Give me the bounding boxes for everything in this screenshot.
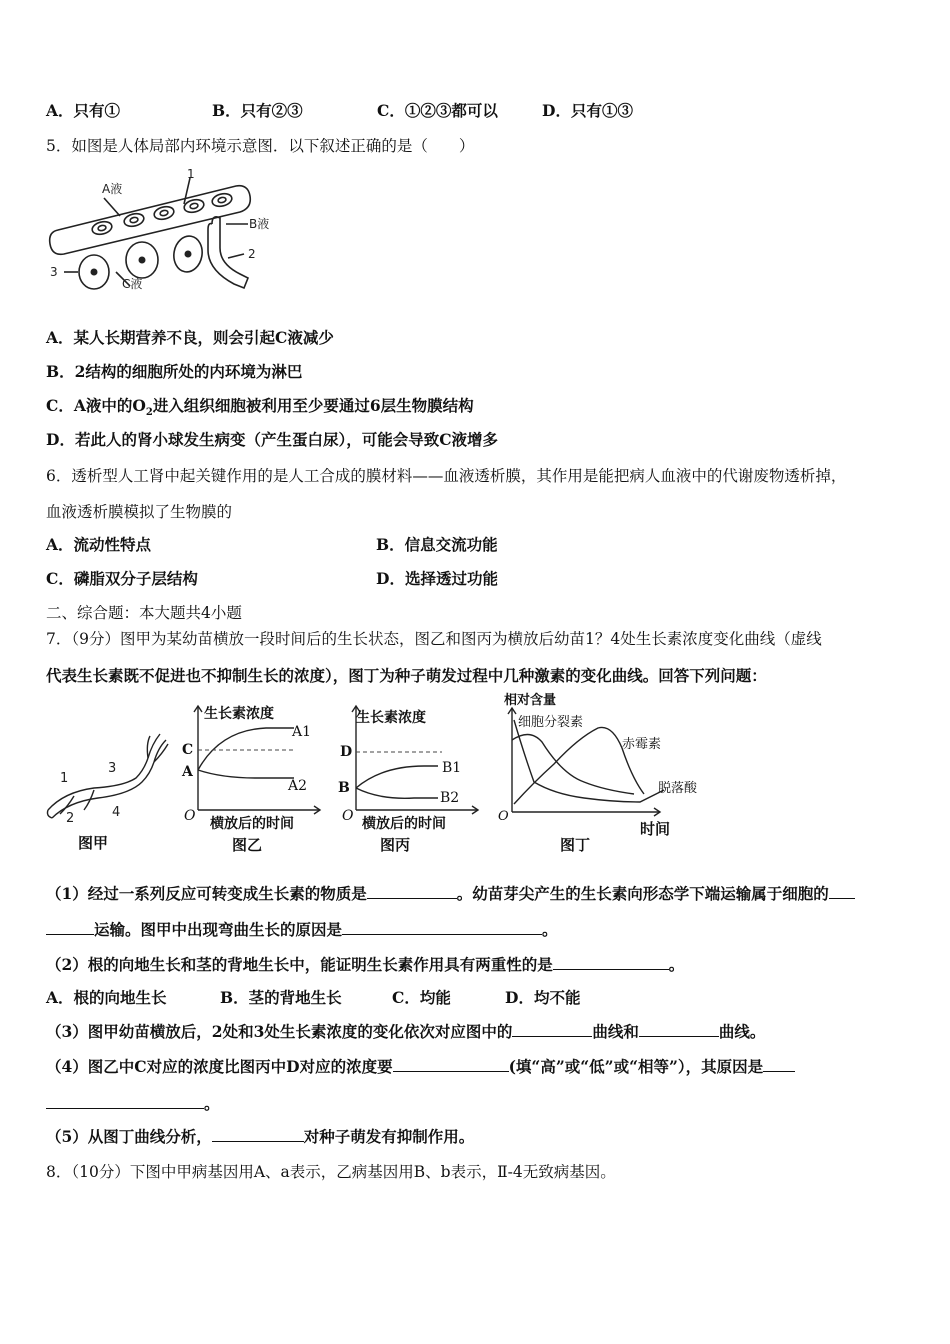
q6-stem-line2: 血液透析膜模拟了生物膜的 — [46, 503, 233, 521]
q7-p2-b: 。 — [668, 955, 685, 974]
section2-title: 二、综合题：本大题共4小题 — [46, 604, 242, 622]
fig-jia-n1: 1 — [60, 771, 69, 786]
answer-blank-6[interactable] — [639, 1022, 719, 1037]
label-b-fluid: B液 — [249, 217, 270, 231]
q7-p2-option-c: C．均能 — [392, 988, 451, 1007]
answer-blank-3[interactable] — [342, 920, 542, 935]
fig-bing-chart — [334, 700, 484, 860]
answer-blank-5[interactable] — [512, 1022, 592, 1037]
q4-option-a: A．只有① — [46, 101, 121, 120]
q5-option-d: D．若此人的肾小球发生病变（产生蛋白尿），可能会导致C液增多 — [46, 430, 499, 449]
q7-p3-b: 曲线和 — [592, 1022, 639, 1041]
q7-p1-line2 — [46, 920, 558, 940]
q4-option-d: D．只有①③ — [542, 101, 633, 120]
q7-p4-line1 — [46, 1057, 795, 1077]
fig-yi-c: C — [182, 742, 194, 758]
q6-option-c: C．磷脂双分子层结构 — [46, 569, 198, 588]
answer-blank-9[interactable] — [212, 1127, 304, 1142]
fig-ding-s1: 细胞分裂素 — [518, 715, 584, 730]
fig-yi-ylabel: 生长素浓度 — [204, 706, 274, 722]
curve-cytokinin — [512, 734, 634, 794]
fig-ding-s2: 赤霉素 — [622, 737, 662, 752]
q5-option-c — [46, 396, 474, 423]
fig-ding-s3: 脱落酸 — [658, 781, 698, 796]
q5-option-a: A．某人长期营养不良，则会引起C液减少 — [46, 328, 334, 347]
fig-jia-caption: 图甲 — [78, 834, 109, 852]
q4-option-b: B．只有②③ — [212, 101, 303, 120]
answer-blank-2a[interactable] — [829, 884, 855, 899]
q7-stem-line1: 7．（9分）图甲为某幼苗横放一段时间后的生长状态，图乙和图丙为横放后幼苗1？4处生长素浓度变化曲线（虚线 — [46, 630, 822, 648]
fig-bing-caption: 图丙 — [380, 836, 411, 854]
q8-stem: 8．（10分）下图中甲病基因用A、a表示，乙病基因用B、b表示，Ⅱ-4无致病基因。 — [46, 1163, 616, 1181]
q7-p2-a: （2）根的向地生长和茎的背地生长中，能证明生长素作用具有两重性的是 — [46, 955, 553, 974]
q5-option-c-post: 进入组织细胞被利用至少要通过6层生物膜结构 — [152, 396, 474, 415]
curve-b2 — [356, 788, 438, 798]
q7-p3 — [46, 1022, 765, 1042]
curve-a2 — [198, 770, 294, 778]
fig-yi-a: A — [182, 764, 193, 780]
q7-p3-a: （3）图甲幼苗横放后，2处和3处生长素浓度的变化依次对应图中的 — [46, 1022, 513, 1041]
q7-p1-a: （1）经过一系列反应可转变成生长素的物质是 — [46, 884, 367, 903]
q7-p2-option-b: B．茎的背地生长 — [220, 988, 342, 1007]
fig-jia-n4: 4 — [112, 805, 121, 820]
q7-p5-b: 对种子萌发有抑制作用。 — [303, 1127, 475, 1146]
q5-stem: 5．如图是人体局部内环境示意图．以下叙述正确的是（ ） — [46, 137, 475, 155]
fig-bing-ylabel: 生长素浓度 — [356, 710, 426, 726]
q7-p5 — [46, 1127, 474, 1147]
label-n3: 3 — [50, 265, 58, 279]
label-c-fluid: C液 — [122, 277, 143, 291]
answer-blank-2b[interactable] — [46, 920, 94, 935]
q6-option-d: D．选择透过功能 — [376, 569, 498, 588]
fig-ding-xlabel: 时间 — [640, 820, 671, 838]
fig-bing-d: D — [340, 744, 353, 760]
label-n2: 2 — [248, 247, 256, 261]
fig-yi-a1: A1 — [292, 724, 312, 740]
fig-ding-caption: 图丁 — [560, 836, 591, 854]
answer-blank-7[interactable] — [393, 1057, 509, 1072]
q7-p4-b: (填“高”或“低”或“相等”），其原因是 — [508, 1057, 764, 1076]
q4-option-c: C．①②③都可以 — [377, 101, 498, 120]
q7-p1-d: 。 — [542, 920, 558, 939]
answer-blank-4[interactable] — [553, 955, 669, 970]
curve-a1 — [198, 728, 294, 770]
fig-jia-n3: 3 — [108, 761, 117, 776]
q6-option-b: B．信息交流功能 — [376, 535, 498, 554]
fig-yi-caption: 图乙 — [232, 836, 263, 854]
answer-blank-8a[interactable] — [763, 1057, 795, 1072]
q7-p5-a: （5）从图丁曲线分析， — [46, 1127, 212, 1146]
q5-option-c-sub: 2 — [145, 407, 153, 419]
q5-tissue-diagram — [44, 168, 284, 298]
q7-p2-option-d: D．均不能 — [505, 988, 581, 1007]
fig-yi-chart — [176, 700, 326, 860]
fig-yi-a2: A2 — [288, 778, 308, 794]
fig-bing-b2: B2 — [440, 790, 460, 806]
fig-ding-origin: O — [498, 809, 509, 824]
fig-bing-b1: B1 — [442, 760, 462, 776]
q7-stem-line2: 代表生长素既不促进也不抑制生长的浓度），图丁为种子萌发过程中几种激素的变化曲线。回答下列问题： — [46, 666, 767, 685]
curve-b1 — [356, 766, 438, 788]
answer-blank-1[interactable] — [367, 884, 457, 899]
q7-p2 — [46, 955, 684, 975]
label-a-fluid: A液 — [102, 182, 123, 196]
q7-p4-c: 。 — [204, 1094, 220, 1113]
q7-p2-option-a: A．根的向地生长 — [46, 988, 167, 1007]
fig-jia-n2: 2 — [66, 811, 75, 826]
q7-p1-c: 运输。图甲中出现弯曲生长的原因是 — [94, 920, 343, 939]
q7-p3-c: 曲线。 — [718, 1022, 766, 1041]
q7-p1-line1 — [46, 884, 855, 904]
lymph-vessel — [208, 217, 248, 288]
fig-ding-ylabel: 相对含量 — [504, 693, 557, 708]
fig-bing-b: B — [338, 780, 350, 796]
q7-p4-line2 — [46, 1094, 220, 1114]
answer-blank-8b[interactable] — [46, 1094, 204, 1109]
fig-yi-xlabel: 横放后的时间 — [210, 816, 294, 832]
fig-bing-xlabel: 横放后的时间 — [362, 816, 446, 832]
fig-yi-origin: O — [184, 808, 196, 824]
q6-option-a: A．流动性特点 — [46, 535, 152, 554]
q6-stem-line1: 6．透析型人工肾中起关键作用的是人工合成的膜材料——血液透析膜，其作用是能把病人血液中的代谢废物透析掉， — [46, 467, 847, 485]
fig-jia-seedling — [44, 730, 174, 860]
q5-option-b: B．2结构的细胞所处的内环境为淋巴 — [46, 362, 303, 381]
fig-ding-chart — [494, 694, 724, 862]
q7-p4-a: （4）图乙中C对应的浓度比图丙中D对应的浓度要 — [46, 1057, 393, 1076]
fig-bing-origin: O — [342, 808, 354, 824]
label-n1: 1 — [187, 167, 195, 181]
q7-p1-b: 。幼苗芽尖产生的生长素向形态学下端运输属于细胞的 — [456, 884, 829, 903]
q5-option-c-pre: C．A液中的O — [46, 396, 146, 415]
